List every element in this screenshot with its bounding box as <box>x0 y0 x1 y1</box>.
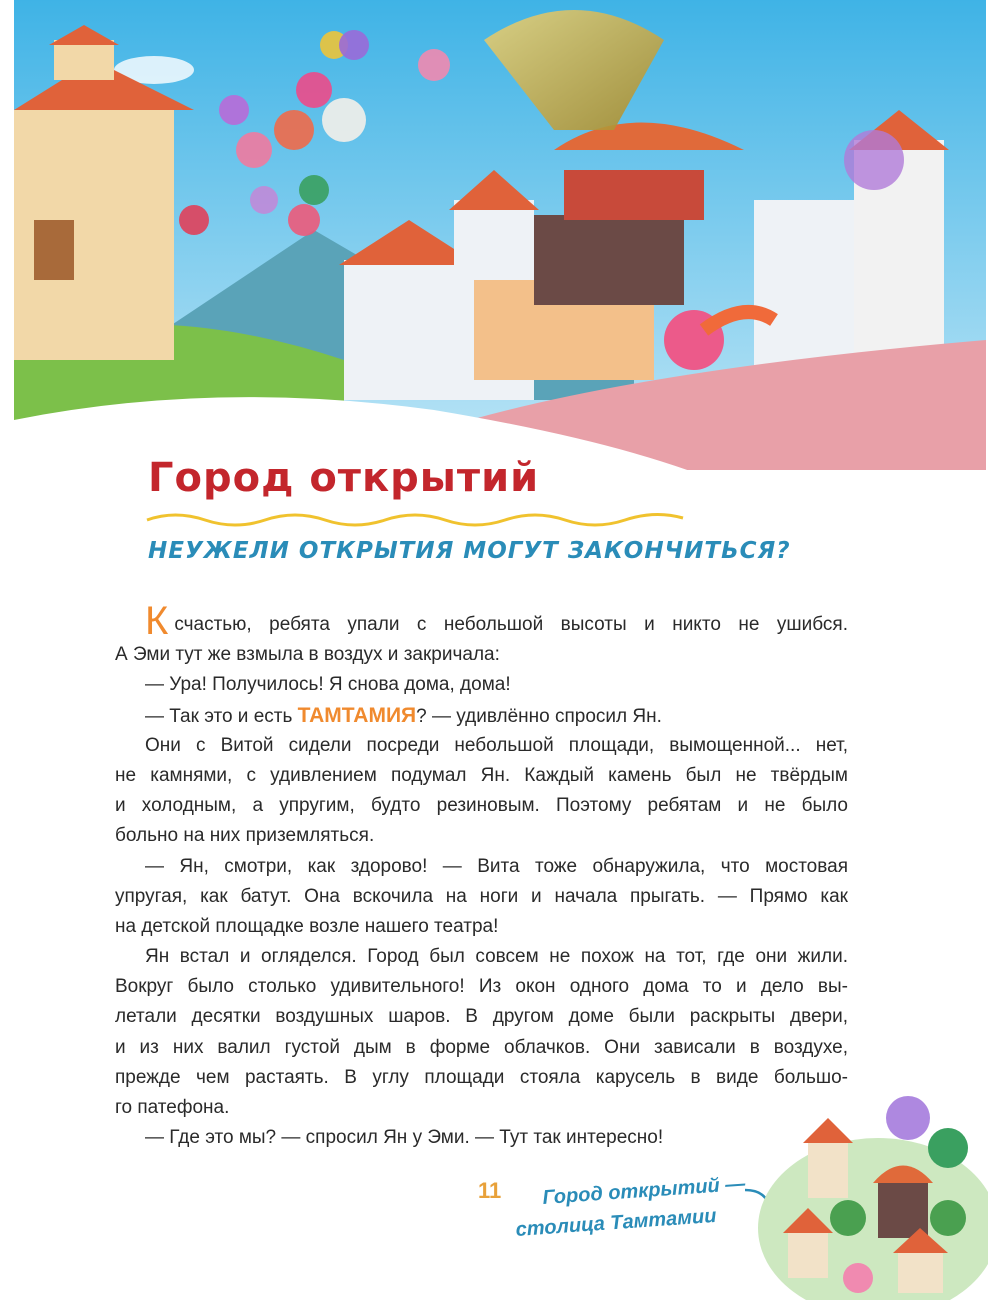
text-line: — Ян, смотри, как здорово! — Вита тоже обнаружила, что мостовая <box>145 855 848 877</box>
text-line <box>115 599 848 643</box>
text-line: упругая, как батут. Она вскочила на ноги и начала прыгать. — Прямо как <box>115 885 848 907</box>
page-title: Город открытий <box>148 455 540 501</box>
town-illustration <box>748 1088 988 1300</box>
text-line: не камнями, с удивлением подумал Ян. Каждый камень был не твёрдым <box>115 764 848 786</box>
text-span: — Так это и есть <box>145 705 298 727</box>
text-line: больно на них приземляться. <box>115 825 375 847</box>
drop-cap: К <box>145 599 169 643</box>
text-line: прежде чем растаять. В углу площади стояла карусель в виде большо- <box>115 1066 848 1088</box>
highlight-word: ТАМТАМИЯ <box>297 703 417 727</box>
text-span: счастью, ребята упали с небольшой высоты и никто не ушибся. <box>174 614 848 635</box>
text-line: и из них валил густой дым в форме облачков. Они зависали в воздухе, <box>115 1036 848 1058</box>
text-line: Вокруг было столько удивительного! Из окон одного дома то и дело вы- <box>115 976 848 998</box>
text-line <box>115 701 848 731</box>
text-line: го патефона. <box>115 1097 230 1118</box>
illustration-caption <box>473 1168 757 1247</box>
wavy-divider <box>145 508 685 528</box>
header-illustration <box>14 0 986 470</box>
story-text <box>115 599 848 1153</box>
text-line: — Где это мы? — спросил Ян у Эми. — Тут так интересно! <box>145 1127 664 1149</box>
text-line: на детской площадке возле нашего театра! <box>115 915 499 937</box>
page-number: 11 <box>478 1178 502 1203</box>
text-line: — Ура! Получилось! Я снова дома, дома! <box>145 674 511 696</box>
page-subtitle: НЕУЖЕЛИ ОТКРЫТИЯ МОГУТ ЗАКОНЧИТЬСЯ? <box>148 538 791 564</box>
text-line: Ян встал и огляделся. Город был совсем не похож на тот, где они жили. <box>145 946 848 968</box>
text-span: ? — удивлённо спросил Ян. <box>416 705 662 727</box>
text-line: и холодным, а упругим, будто резиновым. Поэтому ребятам и не было <box>115 795 848 817</box>
caption-line: Город открытий — <box>541 1172 746 1209</box>
text-line: А Эми тут же взмыла в воздух и закричала: <box>115 644 500 666</box>
caption-line: столица Тамтамии <box>514 1204 718 1241</box>
text-line: Они с Витой сидели посреди небольшой площади, вымощенной... нет, <box>145 734 848 756</box>
text-line: летали десятки воздушных шаров. В другом доме были раскрыты двери, <box>115 1006 848 1028</box>
